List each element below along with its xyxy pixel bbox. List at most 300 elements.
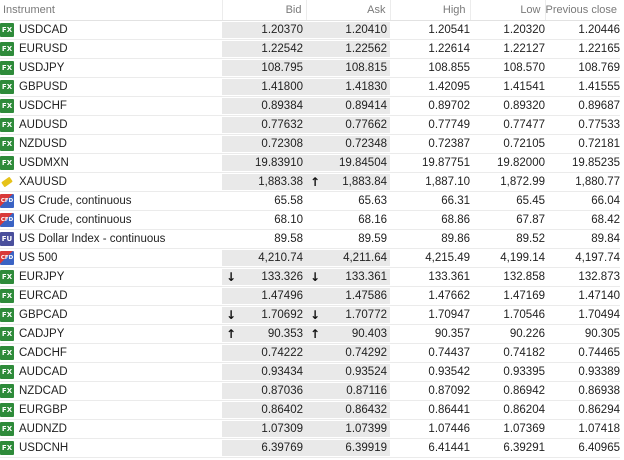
ask-price-box[interactable] (306, 345, 390, 361)
instrument-cell[interactable] (0, 287, 222, 306)
high-value: 89.86 (390, 230, 470, 249)
ask-price: 1.47586 (345, 290, 387, 302)
ask-cell[interactable] (306, 401, 390, 420)
fx-badge-icon (0, 156, 14, 170)
ask-cell[interactable] (306, 325, 390, 344)
bid-price-box[interactable] (222, 231, 306, 247)
ask-cell[interactable] (306, 439, 390, 458)
ask-price: 1.07399 (345, 423, 387, 435)
ask-price-box[interactable] (306, 364, 390, 380)
fx-badge-icon (0, 61, 14, 75)
ask-change-arrow-icon: ↑ (310, 327, 321, 341)
ask-cell[interactable] (306, 21, 390, 40)
instrument-name: CADJPY (19, 328, 65, 340)
table-row[interactable] (0, 97, 620, 116)
bid-change-arrow-icon: ↑ (226, 327, 237, 341)
badge-label: FX (1, 26, 13, 34)
fx-badge-icon (0, 308, 14, 322)
bid-price-box[interactable] (222, 155, 306, 171)
bid-price-box[interactable] (222, 288, 306, 304)
bid-price-box[interactable] (222, 212, 306, 228)
bid-cell[interactable] (222, 268, 306, 287)
ask-price: 65.63 (358, 195, 387, 207)
ask-price-box[interactable] (306, 136, 390, 152)
bid-price-box[interactable] (222, 402, 306, 418)
bid-price-box[interactable] (222, 269, 306, 285)
cfd-badge-icon (0, 194, 14, 208)
low-value: 1.07369 (470, 420, 545, 439)
low-value: 0.74182 (470, 344, 545, 363)
ask-price-box[interactable] (306, 117, 390, 133)
bid-price-box[interactable] (222, 383, 306, 399)
badge-label: FX (1, 311, 13, 319)
instrument-cell[interactable] (0, 97, 222, 116)
high-value: 1.20541 (390, 21, 470, 40)
high-value: 68.86 (390, 211, 470, 230)
gold-bar-icon (0, 175, 14, 189)
high-value: 108.855 (390, 59, 470, 78)
bid-price: 4,210.74 (258, 252, 303, 264)
ask-price: 19.84504 (339, 157, 387, 169)
ask-change-arrow-icon: ↓ (310, 308, 321, 322)
bid-price: 1,883.38 (258, 176, 303, 188)
badge-label: FX (1, 121, 13, 129)
bid-price: 65.58 (274, 195, 303, 207)
instrument-cell[interactable] (0, 173, 222, 192)
ask-price-box[interactable] (306, 269, 390, 285)
fx-badge-icon (0, 80, 14, 94)
table-row[interactable] (0, 230, 620, 249)
low-value: 132.858 (470, 268, 545, 287)
bid-price-box[interactable] (222, 117, 306, 133)
ask-price: 4,211.64 (343, 252, 387, 264)
bid-price-box[interactable] (222, 440, 306, 456)
previous-close-value: 0.86938 (545, 382, 620, 401)
table-row[interactable] (0, 249, 620, 268)
header-row (0, 0, 620, 21)
instrument-name: NZDCAD (19, 385, 67, 397)
table-row[interactable] (0, 363, 620, 382)
table-row[interactable] (0, 192, 620, 211)
ask-price-box[interactable] (306, 231, 390, 247)
ask-cell[interactable] (306, 154, 390, 173)
high-value: 1,887.10 (390, 173, 470, 192)
low-value: 1.20320 (470, 21, 545, 40)
fx-badge-icon (0, 118, 14, 132)
low-value: 0.86942 (470, 382, 545, 401)
low-value: 1.22127 (470, 40, 545, 59)
bid-cell[interactable] (222, 344, 306, 363)
ask-price-box[interactable] (306, 41, 390, 57)
ask-price: 0.89414 (345, 100, 387, 112)
bid-cell[interactable] (222, 192, 306, 211)
bid-cell[interactable] (222, 173, 306, 192)
instrument-cell[interactable] (0, 382, 222, 401)
column-header-high[interactable]: High (390, 0, 470, 21)
table-row[interactable] (0, 116, 620, 135)
badge-label: FX (1, 444, 13, 452)
ask-cell[interactable] (306, 382, 390, 401)
previous-close-value: 66.04 (545, 192, 620, 211)
previous-close-value: 90.305 (545, 325, 620, 344)
bid-price-box[interactable] (222, 326, 306, 342)
high-value: 0.86441 (390, 401, 470, 420)
instrument-cell[interactable] (0, 420, 222, 439)
bid-cell[interactable] (222, 382, 306, 401)
bid-price: 1.70692 (261, 309, 303, 321)
bid-cell[interactable] (222, 306, 306, 325)
ask-cell[interactable] (306, 173, 390, 192)
instrument-cell[interactable] (0, 21, 222, 40)
bid-price-box[interactable] (222, 421, 306, 437)
ask-cell[interactable] (306, 363, 390, 382)
bid-price: 68.10 (274, 214, 303, 226)
instrument-cell[interactable] (0, 344, 222, 363)
instrument-name: UK Crude, continuous (19, 214, 132, 226)
high-value: 19.87751 (390, 154, 470, 173)
instrument-name: GBPCAD (19, 309, 68, 321)
table-row[interactable] (0, 344, 620, 363)
column-header-low[interactable]: Low (470, 0, 545, 21)
instrument-name: USDMXN (19, 157, 69, 169)
badge-label: CFD (0, 217, 14, 223)
ask-price-box[interactable] (306, 60, 390, 76)
previous-close-value: 19.85235 (545, 154, 620, 173)
ask-price-box[interactable] (306, 402, 390, 418)
instrument-name: AUDUSD (19, 119, 68, 131)
table-row[interactable] (0, 325, 620, 344)
column-header-previous-close[interactable]: Previous close (545, 0, 620, 21)
badge-label: FX (1, 330, 13, 338)
bid-change-arrow-icon: ↓ (226, 270, 237, 284)
badge-label: CFD (0, 255, 14, 261)
bid-price-box[interactable] (222, 364, 306, 380)
instrument-cell[interactable] (0, 78, 222, 97)
ask-cell[interactable] (306, 135, 390, 154)
ask-price-box[interactable] (306, 421, 390, 437)
bid-price: 0.86402 (261, 404, 303, 416)
table-row[interactable] (0, 287, 620, 306)
table-row[interactable] (0, 78, 620, 97)
bid-price-box[interactable] (222, 193, 306, 209)
low-value: 0.72105 (470, 135, 545, 154)
badge-label: FX (1, 83, 13, 91)
instrument-cell[interactable] (0, 306, 222, 325)
low-value: 1.47169 (470, 287, 545, 306)
table-row[interactable] (0, 40, 620, 59)
bid-cell[interactable] (222, 21, 306, 40)
bid-price-box[interactable] (222, 79, 306, 95)
bid-price: 0.72308 (261, 138, 303, 150)
low-value: 1,872.99 (470, 173, 545, 192)
instrument-name: AUDCAD (19, 366, 68, 378)
bid-price: 6.39769 (261, 442, 303, 454)
instrument-name: USDCNH (19, 442, 69, 454)
instrument-name: USDCHF (19, 100, 67, 112)
instrument-name: USDCAD (19, 24, 68, 36)
bid-price-box[interactable] (222, 307, 306, 323)
instrument-cell[interactable] (0, 401, 222, 420)
bid-price-box[interactable] (222, 60, 306, 76)
ask-cell[interactable] (306, 211, 390, 230)
table-row[interactable] (0, 401, 620, 420)
instrument-cell[interactable] (0, 363, 222, 382)
low-value: 0.93395 (470, 363, 545, 382)
badge-label: FX (1, 45, 13, 53)
bid-cell[interactable] (222, 287, 306, 306)
bid-cell[interactable] (222, 97, 306, 116)
bid-price: 90.353 (267, 328, 303, 340)
bid-cell[interactable] (222, 116, 306, 135)
badge-label: FX (1, 273, 13, 281)
ask-cell[interactable] (306, 40, 390, 59)
ask-price: 0.87116 (346, 385, 387, 397)
table-row[interactable] (0, 439, 620, 458)
bid-cell[interactable] (222, 78, 306, 97)
table-row[interactable] (0, 154, 620, 173)
high-value: 1.47662 (390, 287, 470, 306)
fx-badge-icon (0, 327, 14, 341)
instrument-cell[interactable] (0, 154, 222, 173)
low-value: 4,199.14 (470, 249, 545, 268)
ask-cell[interactable] (306, 97, 390, 116)
instrument-cell[interactable] (0, 59, 222, 78)
bid-cell[interactable] (222, 363, 306, 382)
table-row[interactable] (0, 135, 620, 154)
instrument-name: US Dollar Index - continuous (19, 233, 166, 245)
high-value: 66.31 (390, 192, 470, 211)
ask-price-box[interactable] (306, 193, 390, 209)
badge-label: FX (1, 368, 13, 376)
high-value: 0.77749 (390, 116, 470, 135)
ask-price: 0.74292 (345, 347, 387, 359)
bid-price: 1.07309 (261, 423, 303, 435)
badge-label: FX (1, 140, 13, 148)
ask-price-box[interactable] (306, 250, 390, 266)
high-value: 6.41441 (390, 439, 470, 458)
bid-price-box[interactable] (222, 22, 306, 38)
low-value: 108.570 (470, 59, 545, 78)
previous-close-value: 0.77533 (545, 116, 620, 135)
table-row[interactable] (0, 268, 620, 287)
high-value: 1.70947 (390, 306, 470, 325)
bid-price: 108.795 (261, 62, 303, 74)
bid-cell[interactable] (222, 211, 306, 230)
table-row[interactable] (0, 420, 620, 439)
fx-badge-icon (0, 42, 14, 56)
bid-price: 0.93434 (261, 366, 303, 378)
previous-close-value: 1.20446 (545, 21, 620, 40)
ask-price-box[interactable] (306, 174, 390, 190)
futures-badge-icon (0, 232, 14, 246)
low-value: 19.82000 (470, 154, 545, 173)
ask-price-box[interactable] (306, 155, 390, 171)
fx-badge-icon (0, 441, 14, 455)
instrument-name: XAUUSD (19, 176, 67, 188)
high-value: 90.357 (390, 325, 470, 344)
previous-close-value: 132.873 (545, 268, 620, 287)
ask-cell[interactable] (306, 306, 390, 325)
bid-price-box[interactable] (222, 345, 306, 361)
high-value: 0.74437 (390, 344, 470, 363)
bid-price: 1.41800 (261, 81, 303, 93)
bid-price-box[interactable] (222, 41, 306, 57)
previous-close-value: 6.40965 (545, 439, 620, 458)
ask-cell[interactable] (306, 59, 390, 78)
column-header-instrument[interactable]: Instrument (0, 0, 222, 21)
badge-label: FU (1, 235, 13, 243)
ask-price-box[interactable] (306, 307, 390, 323)
instrument-cell[interactable] (0, 325, 222, 344)
high-value: 133.361 (390, 268, 470, 287)
previous-close-value: 1.22165 (545, 40, 620, 59)
fx-badge-icon (0, 99, 14, 113)
instrument-cell[interactable] (0, 135, 222, 154)
previous-close-value: 1.70494 (545, 306, 620, 325)
column-header-ask[interactable]: Ask (306, 0, 390, 21)
ask-price-box[interactable] (306, 212, 390, 228)
gold-bar-shape (1, 177, 13, 188)
bid-cell[interactable] (222, 420, 306, 439)
instrument-cell[interactable] (0, 268, 222, 287)
high-value: 1.22614 (390, 40, 470, 59)
ask-change-arrow-icon: ↑ (310, 175, 321, 189)
bid-price: 1.20370 (261, 24, 303, 36)
bid-price: 19.83910 (255, 157, 303, 169)
ask-price: 6.39919 (345, 442, 387, 454)
low-value: 0.77477 (470, 116, 545, 135)
bid-cell[interactable] (222, 59, 306, 78)
ask-cell[interactable] (306, 78, 390, 97)
high-value: 0.93542 (390, 363, 470, 382)
bid-cell[interactable] (222, 439, 306, 458)
ask-price: 68.16 (358, 214, 387, 226)
previous-close-value: 1.07418 (545, 420, 620, 439)
ask-price: 1,883.84 (342, 176, 387, 188)
ask-price: 108.815 (345, 62, 387, 74)
low-value: 0.89320 (470, 97, 545, 116)
ask-cell[interactable] (306, 420, 390, 439)
cfd-badge-icon (0, 213, 14, 227)
bid-cell[interactable] (222, 135, 306, 154)
ask-price-box[interactable] (306, 440, 390, 456)
instrument-cell[interactable] (0, 249, 222, 268)
bid-cell[interactable] (222, 154, 306, 173)
instrument-name: US 500 (19, 252, 58, 264)
low-value: 90.226 (470, 325, 545, 344)
low-value: 1.70546 (470, 306, 545, 325)
instrument-cell[interactable] (0, 40, 222, 59)
bid-price-box[interactable] (222, 250, 306, 266)
instrument-cell[interactable] (0, 116, 222, 135)
bid-price: 0.77632 (261, 119, 303, 131)
instrument-cell[interactable] (0, 439, 222, 458)
column-header-bid[interactable]: Bid (222, 0, 306, 21)
instrument-name: CADCHF (19, 347, 67, 359)
bid-cell[interactable] (222, 401, 306, 420)
ask-price-box[interactable] (306, 22, 390, 38)
previous-close-value: 89.84 (545, 230, 620, 249)
ask-price: 0.77662 (345, 119, 387, 131)
bid-cell[interactable] (222, 230, 306, 249)
ask-cell[interactable] (306, 116, 390, 135)
high-value: 0.87092 (390, 382, 470, 401)
fx-badge-icon (0, 403, 14, 417)
high-value: 0.72387 (390, 135, 470, 154)
low-value: 89.52 (470, 230, 545, 249)
ask-price: 0.72348 (345, 138, 387, 150)
ask-price-box[interactable] (306, 98, 390, 114)
instrument-name: GBPUSD (19, 81, 68, 93)
bid-price: 0.89384 (261, 100, 303, 112)
table-row[interactable] (0, 173, 620, 192)
high-value: 1.42095 (390, 78, 470, 97)
ask-cell[interactable] (306, 268, 390, 287)
fx-badge-icon (0, 137, 14, 151)
high-value: 4,215.49 (390, 249, 470, 268)
bid-cell[interactable] (222, 249, 306, 268)
instrument-name: EURGBP (19, 404, 68, 416)
ask-price: 133.361 (345, 271, 387, 283)
ask-cell[interactable] (306, 344, 390, 363)
ask-price-box[interactable] (306, 383, 390, 399)
ask-cell[interactable] (306, 287, 390, 306)
fx-badge-icon (0, 384, 14, 398)
ask-cell[interactable] (306, 249, 390, 268)
low-value: 1.41541 (470, 78, 545, 97)
ask-price: 1.41830 (345, 81, 387, 93)
low-value: 67.87 (470, 211, 545, 230)
ask-price-box[interactable] (306, 326, 390, 342)
bid-cell[interactable] (222, 325, 306, 344)
instrument-cell[interactable] (0, 211, 222, 230)
bid-price: 1.47496 (261, 290, 303, 302)
table-row[interactable] (0, 382, 620, 401)
instrument-name: NZDUSD (19, 138, 67, 150)
bid-price-box[interactable] (222, 174, 306, 190)
bid-price: 133.326 (261, 271, 303, 283)
ask-cell[interactable] (306, 230, 390, 249)
ask-cell[interactable] (306, 192, 390, 211)
fx-badge-icon (0, 289, 14, 303)
table-row[interactable] (0, 306, 620, 325)
bid-price-box[interactable] (222, 98, 306, 114)
instrument-name: USDJPY (19, 62, 65, 74)
bid-price-box[interactable] (222, 136, 306, 152)
previous-close-value: 0.72181 (545, 135, 620, 154)
table-row[interactable] (0, 21, 620, 40)
instrument-name: AUDNZD (19, 423, 67, 435)
table-row[interactable] (0, 59, 620, 78)
badge-label: CFD (0, 198, 14, 204)
cfd-badge-icon (0, 251, 14, 265)
ask-price-box[interactable] (306, 79, 390, 95)
bid-cell[interactable] (222, 40, 306, 59)
previous-close-value: 0.93389 (545, 363, 620, 382)
ask-price-box[interactable] (306, 288, 390, 304)
instrument-cell[interactable] (0, 230, 222, 249)
table-row[interactable] (0, 211, 620, 230)
ask-change-arrow-icon: ↓ (310, 270, 321, 284)
fx-badge-icon (0, 346, 14, 360)
bid-price: 1.22542 (261, 43, 303, 55)
ask-price: 0.86432 (345, 404, 387, 416)
badge-label: FX (1, 102, 13, 110)
previous-close-value: 1,880.77 (545, 173, 620, 192)
bid-price: 0.87036 (261, 385, 303, 397)
instrument-cell[interactable] (0, 192, 222, 211)
high-value: 0.89702 (390, 97, 470, 116)
